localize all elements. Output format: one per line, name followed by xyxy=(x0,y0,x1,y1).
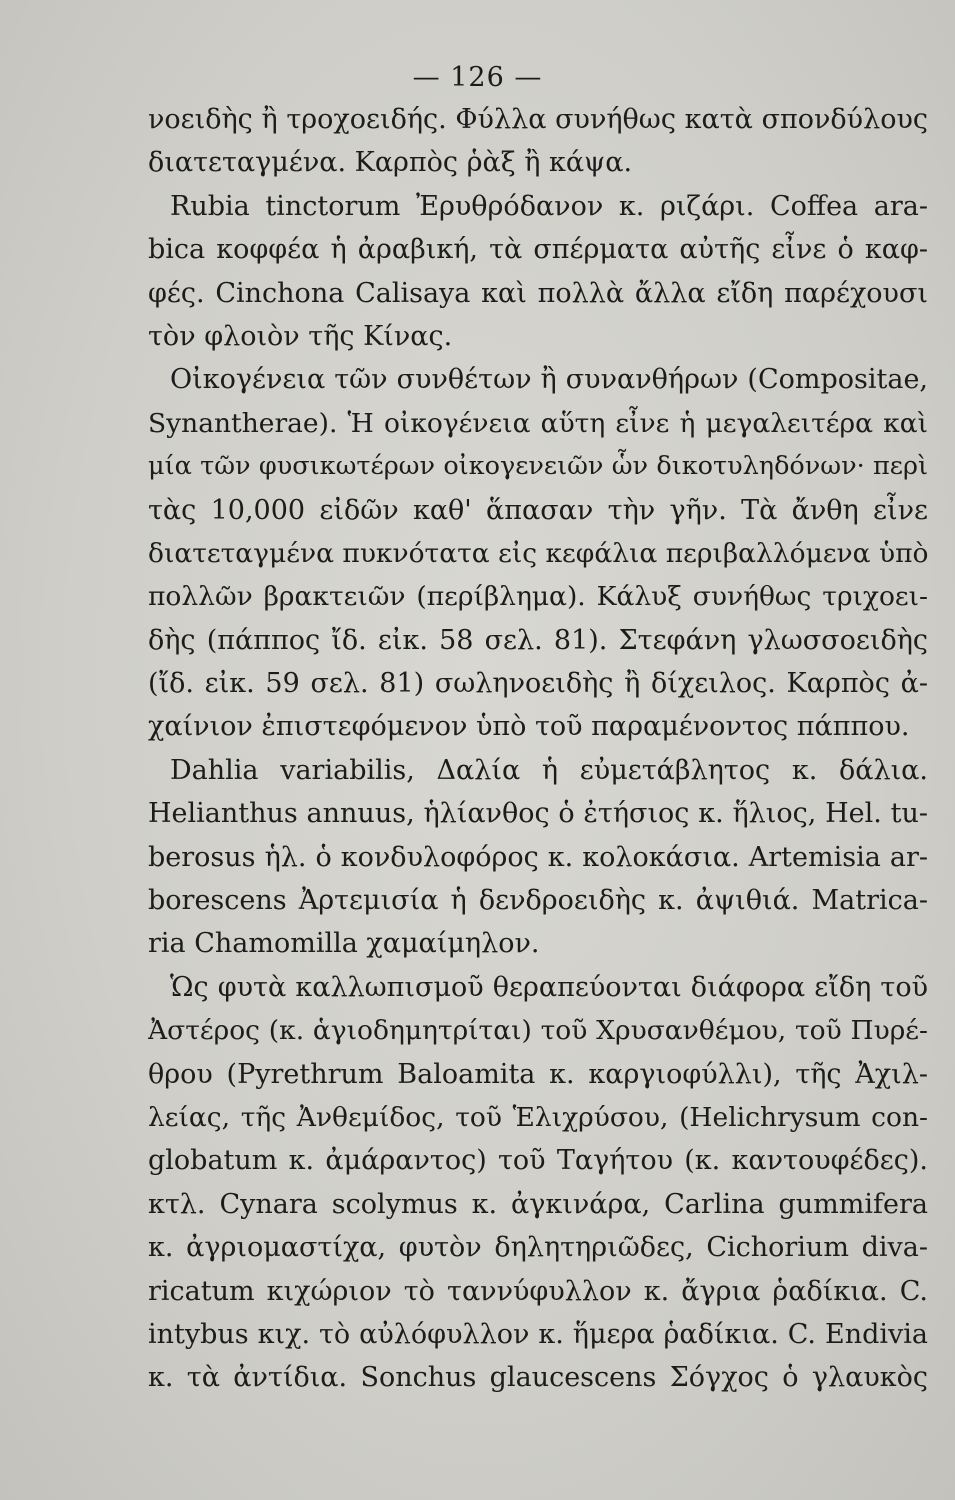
text-line: Ὡς φυτὰ καλλωπισμοῦ θεραπεύονται διάφορα εἴδη τοῦ xyxy=(170,971,928,1003)
text-line: διατεταγμένα πυκνότατα εἰς κεφάλια περιβαλλόμενα ὑπὸ xyxy=(148,537,928,569)
text-line: δὴς (πάππος ἴδ. εἰκ. 58 σελ. 81). Στεφάνη γλωσσοειδὴς xyxy=(148,624,928,656)
text-line: κ. ἀγριομαστίχα, φυτὸν δηλητηριῶδες, Cichorium diva- xyxy=(148,1232,928,1264)
text-line: λείας, τῆς Ἀνθεμίδος, τοῦ Ἑλιχρύσου, (Helichrysum con- xyxy=(148,1101,928,1133)
text-line: πολλῶν βρακτειῶν (περίβλημα). Κάλυξ συνήθως τριχοει- xyxy=(148,581,928,613)
text-line: θρου (Pyrethrum Baloamita κ. καργιοφύλλι), τῆς Ἀχιλ- xyxy=(148,1058,928,1090)
text-line: κ. τὰ ἀντίδια. Sonchus glaucescens Σόγχος ὁ γλαυκὸς xyxy=(148,1362,928,1394)
text-line: ricatum κιχώριον τὸ ταννύφυλλον κ. ἄγρια ῥαδίκια. C. xyxy=(148,1275,928,1307)
text-line: Ἀστέρος (κ. ἁγιοδημητρίται) τοῦ Χρυσανθέμου, τοῦ Πυρέ- xyxy=(148,1015,928,1047)
text-line: Rubia tinctorum Ἐρυθρόδανον κ. ριζάρι. Coffea ara- xyxy=(170,190,928,222)
text-line: Synantherae). Ἡ οἰκογένεια αὕτη εἶνε ἡ μεγαλειτέρα καὶ xyxy=(148,407,928,439)
text-line: φές. Cinchona Calisaya καὶ πολλὰ ἄλλα εἴδη παρέχουσι xyxy=(148,277,928,309)
body-text xyxy=(148,98,928,1400)
text-line: Helianthus annuus, ἡλίανθος ὁ ἐτήσιος κ. ἥλιος, Hel. tu- xyxy=(148,798,928,830)
text-line: ria Chamomilla χαμαίμηλον. xyxy=(148,928,540,960)
text-line: bica κοφφέα ἡ ἀραβική, τὰ σπέρματα αὐτῆς εἶνε ὁ καφ- xyxy=(148,234,928,266)
text-line: χαίνιον ἐπιστεφόμενον ὑπὸ τοῦ παραμένοντος πάππου. xyxy=(148,711,910,743)
text-line: borescens Ἀρτεμισία ἡ δενδροειδὴς κ. ἀψιθιά. Matrica- xyxy=(148,885,928,917)
text-line: Οἰκογένεια τῶν συνθέτων ἢ συνανθήρων (Compositae, xyxy=(170,364,928,396)
text-line: (ἴδ. εἰκ. 59 σελ. 81) σωληνοειδὴς ἢ δίχειλος. Καρπὸς ἀ- xyxy=(148,668,928,700)
text-line: τὰς 10,000 εἰδῶν καθ' ἅπασαν τὴν γῆν. Τὰ ἄνθη εἶνε xyxy=(148,494,928,526)
text-line: globatum κ. ἀμάραντος) τοῦ Ταγήτου (κ. καντουφέδες). xyxy=(148,1145,928,1177)
text-line: νοειδὴς ἢ τροχοειδής. Φύλλα συνήθως κατὰ σπονδύλους xyxy=(148,104,928,135)
text-line: τὸν φλοιὸν τῆς Κίνας. xyxy=(148,320,453,352)
text-line: intybus κιχ. τὸ αὐλόφυλλον κ. ἥμερα ῥαδίκια. C. Endivia xyxy=(148,1318,928,1350)
text-line: berosus ἡλ. ὁ κονδυλοφόρος κ. κολοκάσια. Artemisia ar- xyxy=(148,841,928,873)
page-number: — 126 — xyxy=(412,62,543,93)
text-line: μία τῶν φυσικωτέρων οἰκογενειῶν ὧν δικοτυληδόνων· περὶ xyxy=(148,451,928,482)
text-line: Dahlia variabilis, Δαλία ἡ εὐμετάβλητος κ. δάλια. xyxy=(170,754,928,786)
text-line: διατεταγμένα. Καρπὸς ῥὰξ ἢ κάψα. xyxy=(148,147,633,179)
text-line: κτλ. Cynara scolymus κ. ἀγκινάρα, Carlina gummifera xyxy=(148,1188,928,1220)
